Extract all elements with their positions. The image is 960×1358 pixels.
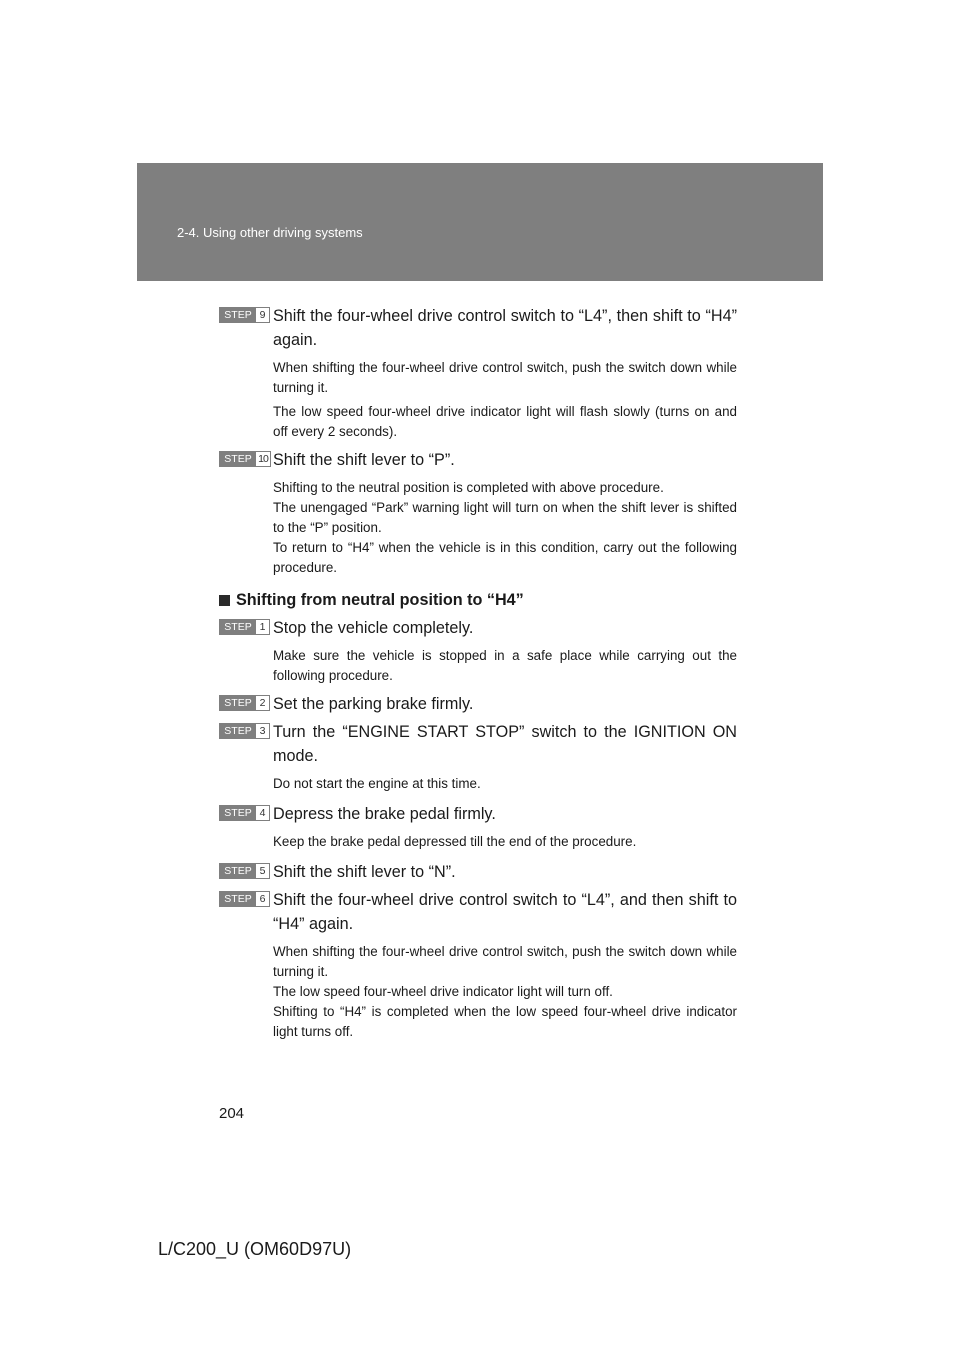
step-text: Set the parking brake firmly. xyxy=(273,695,474,713)
step-badge-word: STEP xyxy=(220,892,256,906)
step-text: Depress the brake pedal firmly. xyxy=(273,805,496,823)
step-note: When shifting the four-wheel drive control switch, push the switch down while turning it. xyxy=(273,944,737,979)
step-text: Stop the vehicle completely. xyxy=(273,619,474,637)
step-item xyxy=(219,720,737,768)
step-note: The low speed four-wheel drive indicator light will flash slowly (turns on and off every 2 seconds). xyxy=(273,404,737,439)
step-badge-word: STEP xyxy=(220,864,256,878)
step-note: When shifting the four-wheel drive control switch, push the switch down while turning it. xyxy=(273,360,737,395)
step-text: Shift the shift lever to “P”. xyxy=(273,451,455,469)
step-note: Shifting to the neutral position is completed with above procedure. xyxy=(273,480,664,495)
step-badge-number: 6 xyxy=(256,892,269,906)
step-badge xyxy=(219,863,270,879)
step-badge-number: 9 xyxy=(256,308,269,322)
step-badge xyxy=(219,695,270,711)
section-heading-text: Shifting from neutral position to “H4” xyxy=(236,591,524,609)
step-note: To return to “H4” when the vehicle is in this condition, carry out the following procedure. xyxy=(273,540,737,575)
step-badge xyxy=(219,619,270,635)
step-badge-word: STEP xyxy=(220,806,256,820)
step-item xyxy=(219,860,737,884)
step-badge-word: STEP xyxy=(220,620,256,634)
step-note: The unengaged “Park” warning light will turn on when the shift lever is shifted to the “P” position. xyxy=(273,500,737,535)
step-text: Shift the four-wheel drive control switch to “L4”, then shift to “H4” again. xyxy=(273,307,737,349)
page-number: 204 xyxy=(219,1105,245,1122)
step-note: Keep the brake pedal depressed till the end of the procedure. xyxy=(273,834,637,849)
step-badge xyxy=(219,307,270,323)
step-item xyxy=(219,616,737,640)
step-item xyxy=(219,692,737,716)
step-badge-number: 10 xyxy=(256,452,270,466)
step-note: Make sure the vehicle is stopped in a safe place while carrying out the following procedure. xyxy=(273,648,737,683)
step-item xyxy=(219,448,737,472)
step-badge-number: 5 xyxy=(256,864,269,878)
step-text: Turn the “ENGINE START STOP” switch to the IGNITION ON mode. xyxy=(273,723,737,765)
step-item xyxy=(219,304,737,352)
step-badge-number: 3 xyxy=(256,724,269,738)
step-text: Shift the four-wheel drive control switch to “L4”, and then shift to “H4” again. xyxy=(273,891,737,933)
step-note: Do not start the engine at this time. xyxy=(273,776,481,791)
step-item xyxy=(219,888,737,936)
step-badge-word: STEP xyxy=(220,452,256,466)
step-text: Shift the shift lever to “N”. xyxy=(273,863,456,881)
document-code: L/C200_U (OM60D97U) xyxy=(158,1239,352,1259)
step-badge xyxy=(219,891,270,907)
step-badge-number: 1 xyxy=(256,620,269,634)
step-note: The low speed four-wheel drive indicator light will turn off. xyxy=(273,984,613,999)
step-badge-number: 2 xyxy=(256,696,269,710)
step-badge-word: STEP xyxy=(220,724,256,738)
section-title: 2-4. Using other driving systems xyxy=(177,225,363,240)
square-bullet-icon xyxy=(219,595,230,606)
step-badge-word: STEP xyxy=(220,308,256,322)
step-badge-word: STEP xyxy=(220,696,256,710)
section-heading xyxy=(219,588,737,612)
step-badge-number: 4 xyxy=(256,806,269,820)
step-item xyxy=(219,802,737,826)
page-content xyxy=(219,304,737,1042)
step-badge xyxy=(219,805,270,821)
step-badge xyxy=(219,451,271,467)
section-header-band xyxy=(137,163,823,281)
step-badge xyxy=(219,723,270,739)
step-note: Shifting to “H4” is completed when the low speed four-wheel drive indicator light turns off. xyxy=(273,1004,737,1039)
